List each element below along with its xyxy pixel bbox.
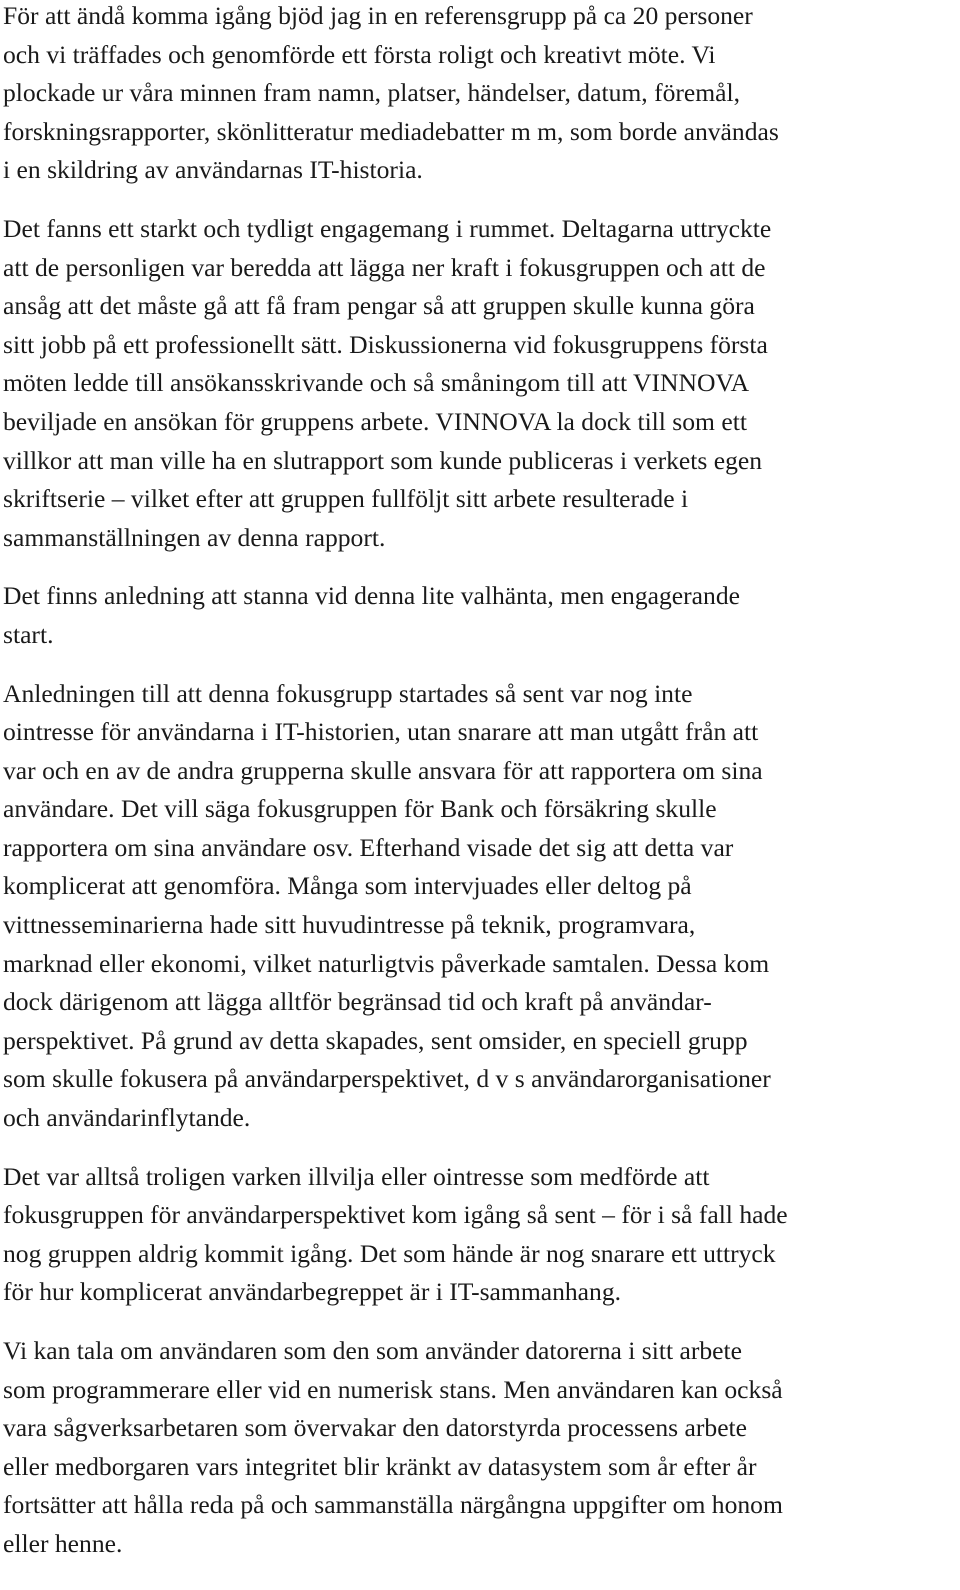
paragraph-user-examples: Vi kan tala om användaren som den som använder datorerna i sitt arbete som programmerare eller vid en numerisk stans. Men användaren kan också vara sågverksarbetaren som övervakar den datorstyrda processens arbete eller medborgaren vars integritet blir kränkt av datasystem som år efter år fortsätter att hålla reda på och sammanställa närgångna uppgifter om honom eller henne. <box>3 1336 783 1558</box>
paragraph-reference-group: För att ändå komma igång bjöd jag in en referensgrupp på ca 20 personer och vi träffades och genomförde ett första roligt och kreativt möte. Vi plockade ur våra minnen fram namn, platser, händelser, datum, föremål, forskningsrapporter, skönlitteratur mediadebatter m m, som borde användas i en skildring av användarnas IT-historia. <box>3 1 779 185</box>
paragraph-user-concept: Det var alltså troligen varken illvilja eller ointresse som medförde att fokusgruppen för användarperspektivet kom igång så sent – för i så fall hade nog gruppen aldrig kommit igång. Det som hände är nog snarare ett uttryck för hur komplicerat användarbegreppet är i IT-sammanhang. <box>3 1161 788 1307</box>
paragraph-start-reflection: Det finns anledning att stanna vid denna lite valhänta, men engagerande start. <box>3 581 740 649</box>
paragraph-engagement: Det fanns ett starkt och tydligt engagemang i rummet. Deltagarna uttryckte att de personligen var beredda att lägga ner kraft i fokusgruppen och att de ansåg att det måste gå att få fram pengar så att gruppen skulle kunna göra sitt jobb på ett professionellt sätt. Diskussionerna vid fokusgruppens första möten ledde till ansökansskrivande och så småningom till att VINNOVA beviljade en ansökan för gruppens arbete. VINNOVA la dock till som ett villkor att man ville ha en slutrapport som kunde publiceras i verkets egen skriftserie – vilket efter att gruppen fullföljt sitt arbete resulterade i sammanställningen av denna rapport. <box>3 213 772 552</box>
paragraph-late-start-reason: Anledningen till att denna fokusgrupp startades så sent var nog inte ointresse för användarna i IT-historien, utan snarare att man utgått från att var och en av de andra grupperna skulle ansvara för att rapportera om sina användare. Det vill säga fokusgruppen för Bank och försäkring skulle rapportera om sina användare osv. Efterhand visade det sig att detta var komplicerat att genomföra. Många som intervjuades eller deltog på vittnesseminarierna hade sitt huvudintresse på teknik, programvara, marknad eller ekonomi, vilket naturligtvis påverkade samtalen. Dessa kom dock därigenom att lägga alltför begränsad tid och kraft på användar- perspektivet. På grund av detta skapades, sent omsider, en speciell grupp som skulle fokusera på användarperspektivet, d v s användarorganisationer och användarinflytande. <box>3 678 771 1133</box>
